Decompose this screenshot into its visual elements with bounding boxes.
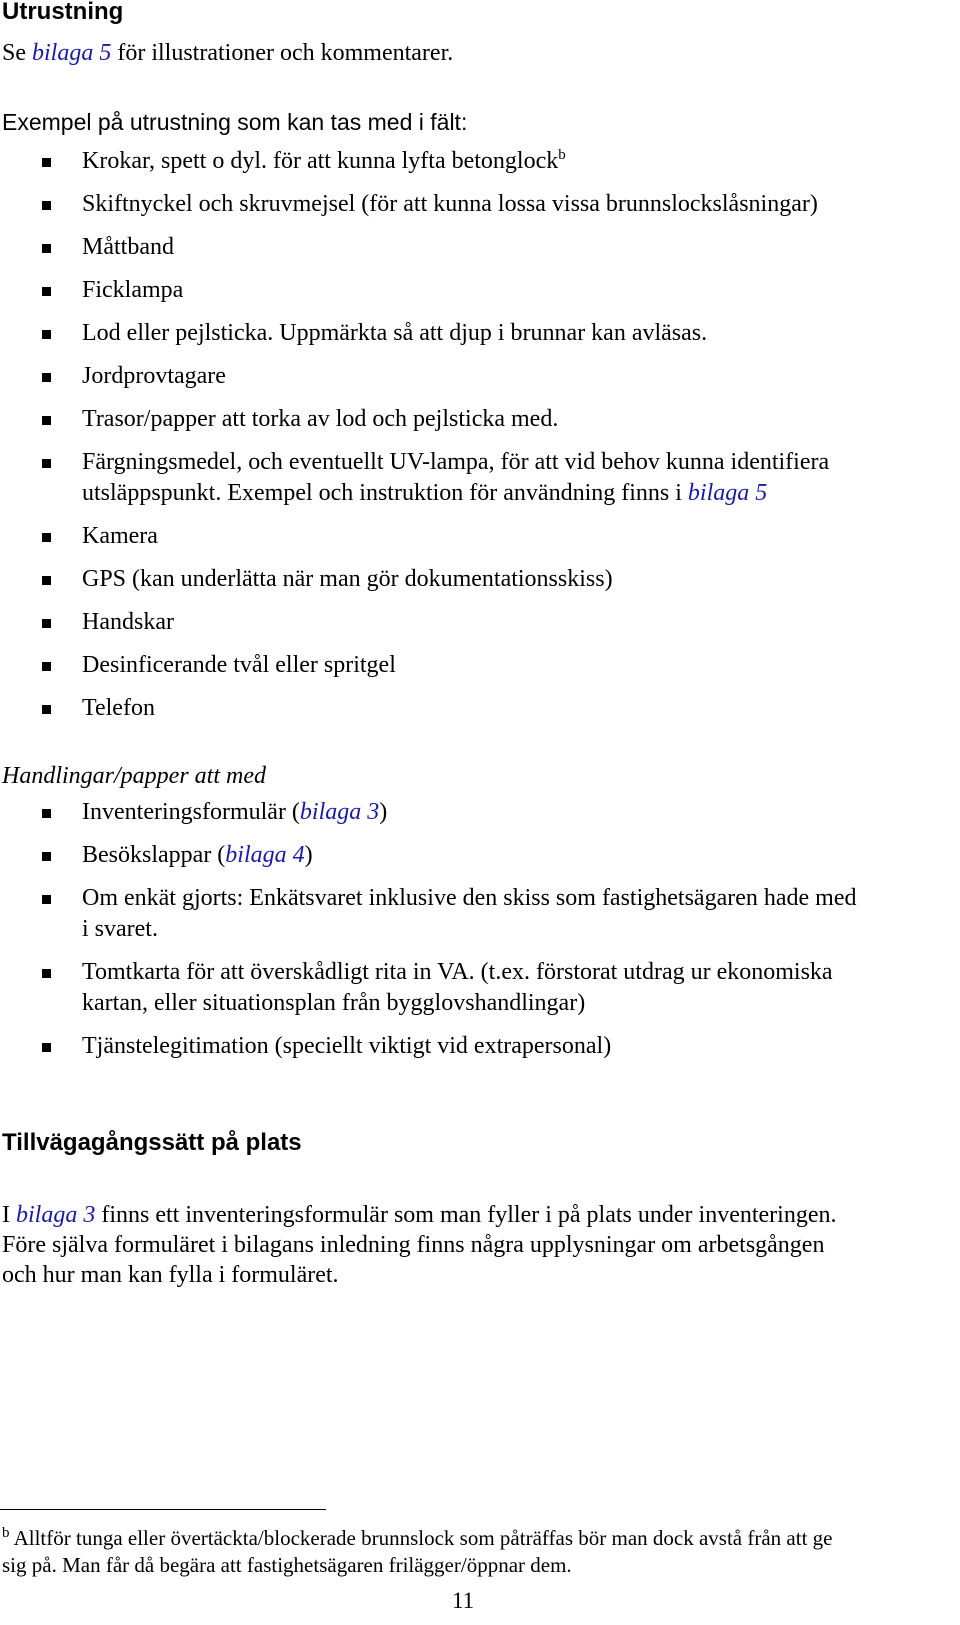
bullet-icon xyxy=(42,201,51,210)
documents-heading: Handlingar/papper att med xyxy=(2,763,266,789)
list-item xyxy=(82,883,857,945)
bullet-icon xyxy=(42,895,51,904)
list-item-line: Färgningsmedel, och eventuellt UV-lampa, för att vid behov kunna identifiera xyxy=(82,449,830,475)
list-item: Handskar xyxy=(82,609,174,635)
list-item: Telefon xyxy=(82,695,155,721)
bullet-icon xyxy=(42,576,51,585)
bilaga-3-link[interactable]: bilaga 3 xyxy=(299,799,380,825)
list-item: Besökslappar (bilaga 4) xyxy=(82,842,313,868)
paragraph-line: I bilaga 3 finns ett inventeringsformulär som man fyller i på plats under inventeringen. xyxy=(2,1202,837,1228)
bullet-icon xyxy=(42,158,51,167)
bullet-icon xyxy=(42,287,51,296)
list-item-line: kartan, eller situationsplan från bygglovshandlingar) xyxy=(82,990,586,1016)
bullet-icon xyxy=(42,459,51,468)
section-heading-equipment: Utrustning xyxy=(2,0,124,25)
list-item: Skiftnyckel och skruvmejsel (för att kunna lossa vissa brunnslockslåsningar) xyxy=(82,191,818,217)
bilaga-3-link[interactable]: bilaga 3 xyxy=(16,1202,96,1228)
bullet-icon xyxy=(42,969,51,978)
page-number: 11 xyxy=(452,1588,475,1613)
footnote xyxy=(2,1525,832,1579)
paragraph-line: och hur man kan fylla i formuläret. xyxy=(2,1262,339,1288)
intro-paragraph xyxy=(2,40,453,67)
list-item: Jordprovtagare xyxy=(82,363,226,389)
list-item-line: Tomtkarta för att överskådligt rita in VA. (t.ex. förstorat utdrag ur ekonomiska xyxy=(82,959,833,985)
footnote-line: $^b$ Alltför tunga eller övertäckta/blockerade brunnslock som påträffas bör man dock avstå från att ge xyxy=(2,1525,833,1550)
list-item xyxy=(82,447,829,509)
list-item-line: i svaret. xyxy=(82,916,158,942)
list-item: Ficklampa xyxy=(82,277,184,303)
bilaga-5-link[interactable]: bilaga 5 xyxy=(32,40,112,66)
bullet-icon xyxy=(42,1043,51,1052)
bullet-icon xyxy=(42,373,51,382)
bullet-icon xyxy=(42,533,51,542)
bullet-icon xyxy=(42,330,51,339)
intro-text-post: för illustrationer och kommentarer. xyxy=(111,40,454,66)
list-item-line: Om enkät gjorts: Enkätsvaret inklusive den skiss som fastighetsägaren hade med xyxy=(82,885,857,911)
list-item-line: utsläppspunkt. Exempel och instruktion för användning finns i bilaga 5 xyxy=(82,480,768,506)
procedure-paragraph xyxy=(2,1200,836,1290)
list-item: Kamera xyxy=(82,523,158,549)
list-item: Inventeringsformulär (bilaga 3) xyxy=(82,799,388,825)
list-item: Måttband xyxy=(82,234,174,260)
bilaga-4-link[interactable]: bilaga 4 xyxy=(225,842,305,868)
bullet-icon xyxy=(42,705,51,714)
footnote-line: sig på. Man får då begära att fastighetsägaren frilägger/öppnar dem. xyxy=(2,1553,572,1577)
list-item: Lod eller pejlsticka. Uppmärkta så att djup i brunnar kan avläsas. xyxy=(82,320,708,346)
list-item: Tjänstelegitimation (speciellt viktigt vid extrapersonal) xyxy=(82,1033,612,1059)
paragraph-line: Före själva formuläret i bilagans inledning finns några upplysningar om arbetsgången xyxy=(2,1232,825,1258)
footnote-ref[interactable]: b xyxy=(558,147,566,163)
section-heading-procedure: Tillvägagångssätt på plats xyxy=(2,1129,302,1156)
bullet-icon xyxy=(42,244,51,253)
bilaga-5-link[interactable]: bilaga 5 xyxy=(687,480,768,506)
footnote-marker: b xyxy=(2,1525,10,1541)
examples-label: Exempel på utrustning som kan tas med i fält: xyxy=(2,109,468,135)
footnote-divider xyxy=(0,1509,326,1510)
bullet-icon xyxy=(42,416,51,425)
bullet-icon xyxy=(42,852,51,861)
intro-text-pre: Se xyxy=(2,40,32,66)
list-item: GPS (kan underlätta när man gör dokumentationsskiss) xyxy=(82,566,613,592)
bullet-icon xyxy=(42,619,51,628)
list-item: Krokar, spett o dyl. för att kunna lyfta betonglock$^b$ xyxy=(82,147,566,174)
list-item xyxy=(82,957,833,1019)
list-item: Desinficerande tvål eller spritgel xyxy=(82,652,396,678)
bullet-icon xyxy=(42,809,51,818)
bullet-icon xyxy=(42,662,51,671)
list-item: Trasor/papper att torka av lod och pejlsticka med. xyxy=(82,406,559,432)
